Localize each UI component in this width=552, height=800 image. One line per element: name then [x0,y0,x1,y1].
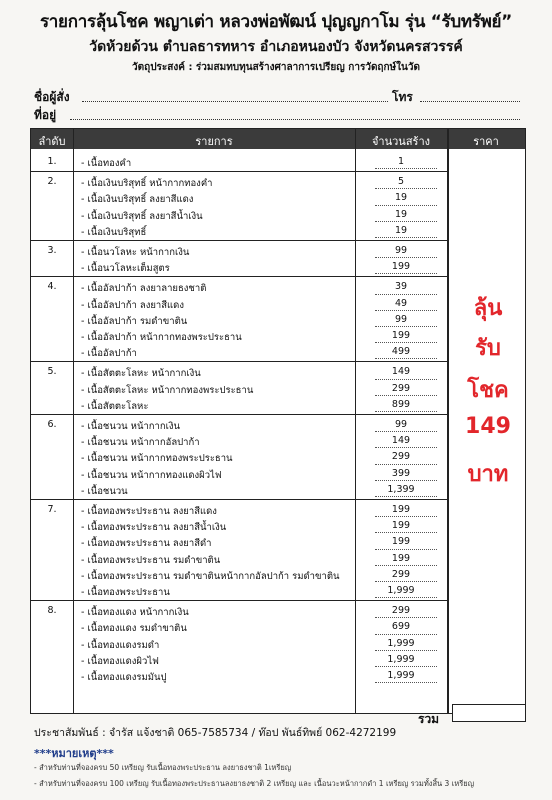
item-name: - เนื้อเงินบริสุทธิ์ หน้ากากทองคำ [81,178,213,190]
address-label: ที่อยู่ [34,108,57,122]
item-qty: 199 [391,536,411,548]
item-qty: 299 [391,568,411,580]
qty-underline [375,666,437,667]
purpose-line: วัตถุประสงค์ : ร่วมสมทบทุนสร้างศาลาการเปรียญ การวัดฤกษ์ในวัด [132,62,420,73]
item-qty: 199 [391,261,411,273]
group-divider [31,361,447,362]
qty-underline [375,447,437,448]
qty-underline [375,634,437,635]
contact-line: ประชาสัมพันธ์ : จำรัส แจ้งชาติ 065-7585734 / ท๊อป พันธ์ทิพย์ 062-4272199 [34,727,397,739]
item-qty: 1,999 [387,637,415,649]
phone-field[interactable] [420,101,520,102]
item-qty: 299 [391,451,411,463]
group-divider [31,240,447,241]
item-name: - เนื้อสัตตะโลหะ [81,400,149,412]
qty-underline [375,411,437,412]
item-qty: 19 [394,192,408,204]
group-divider [31,414,447,415]
item-name: - เนื้อทองแดงรมดำ [81,639,160,651]
item-qty: 1 [397,156,405,167]
qty-underline [375,617,437,618]
qty-underline [375,237,437,238]
item-qty: 399 [391,467,411,479]
item-name: - เนื้อทองพระประธาน รมดำขาติน [81,554,221,566]
header-item: รายการ [195,135,233,148]
item-qty: 299 [391,605,411,617]
item-name: - เนื้อทองพระประธาน ลงยาสีน้ำเงิน [81,522,227,534]
item-name: - เนื้อทองพระประธาน ลงยาสีแดง [81,506,217,517]
qty-underline [375,358,437,359]
item-name: - เนื้อเงินบริสุทธิ์ ลงยาสีแดง [81,194,194,206]
qty-underline [375,682,437,683]
group-number: 1. [47,156,57,167]
promo-line: รับ [475,336,501,361]
item-qty: 19 [394,224,408,236]
header-no: ลำดับ [38,135,66,148]
item-qty: 499 [391,346,411,358]
item-name: - เนื้อทองพระประธาน [81,587,170,598]
qty-underline [375,581,437,582]
item-name: - เนื้อทองคำ [81,158,132,169]
promo-line: 149 [465,414,511,439]
group-number: 6. [47,419,57,430]
item-qty: 5 [397,176,405,188]
group-divider [31,600,447,601]
qty-underline [375,221,437,222]
item-name: - เนื้อทองพระประธาน รมดำขาตินหน้ากากอัลปาก้า รมดำขาติน [81,570,340,582]
qty-underline [375,326,437,327]
qty-underline [375,310,437,311]
promo-line: โชค [467,378,509,403]
qty-underline [375,650,437,651]
qty-underline [375,188,437,189]
group-number: 8. [47,605,57,617]
qty-underline [375,294,437,295]
promo-line: บาท [467,462,509,487]
group-number: 5. [47,366,57,378]
item-name: - เนื้อชนวน [81,485,128,497]
notes-title: ***หมายเหตุ*** [34,747,114,760]
qty-underline [375,273,437,274]
item-name: - เนื้อเงินบริสุทธิ์ ลงยาสีน้ำเงิน [81,210,203,222]
group-number: 7. [47,504,57,515]
group-divider [31,171,447,172]
item-name: - เนื้อทองแดงรมมันปู [81,672,167,683]
doc-title: รายการลุ้นโชค พญาเต่า หลวงพ่อพัฒน์ ปุญญกาโม รุ่น “รับทรัพย์” [39,12,513,32]
total-field[interactable] [452,704,526,722]
item-name: - เนื้ออัลปาก้า [81,348,137,360]
item-name: - เนื้อชนวน หน้ากากอัลปาก้า [81,437,200,449]
qty-underline [375,379,437,380]
table-header [31,129,525,149]
item-qty: 699 [391,621,411,633]
item-name: - เนื้ออัลปาก้า ลงยาสีแดง [81,299,184,311]
qty-underline [375,597,437,598]
item-name: - เนื้อทองแดง รมดำขาติน [81,623,187,635]
item-name: - เนื้ออัลปาก้า รมดำขาติน [81,315,188,327]
total-label: รวม [418,712,440,726]
item-qty: 99 [394,313,408,325]
qty-underline [375,464,437,465]
name-field[interactable] [82,101,388,102]
item-name: - เนื้อสัตตะโลหะ หน้ากากทองพระประธาน [81,384,254,396]
item-qty: 1,999 [387,653,415,665]
note-line: - สำหรับท่านที่จองครบ 100 เหรียญ รับเนื้อทองพระประธานลงยาธงชาติ 2 เหรียญ และ เนื้อนวะหน้ากากดำ 1 เหรียญ รวมทั้งสิ้น 3 เหรียญ [34,779,475,788]
item-qty: 1,999 [387,585,415,596]
qty-underline [375,257,437,258]
qty-underline [375,205,437,206]
group-divider [31,276,447,277]
item-name: - เนื้อนวโลหะ หน้ากากเงิน [81,247,190,258]
note-line: - สำหรับท่านที่จองครบ 50 เหรียญ รับเนื้อทองพระประธาน ลงยาธงชาติ 1เหรียญ [34,763,292,772]
item-qty: 99 [394,245,408,256]
col-divider [447,129,449,713]
group-divider [31,499,447,500]
qty-underline [375,342,437,343]
item-name: - เนื้อทองแดงผิวไฟ [81,655,159,667]
item-name: - เนื้อนวโลหะเต็มสูตร [81,263,170,275]
item-name: - เนื้อชนวน หน้ากากเงิน [81,421,180,432]
item-qty: 49 [394,297,408,309]
group-number: 3. [47,245,57,256]
header-qty: จำนวนสร้าง [371,135,430,148]
item-qty: 899 [391,398,411,410]
item-qty: 149 [391,435,411,447]
item-qty: 1,999 [387,670,415,681]
item-name: - เนื้อทองแดง หน้ากากเงิน [81,607,189,619]
address-field[interactable] [70,119,520,120]
qty-underline [375,532,437,533]
item-qty: 39 [394,281,408,293]
qty-underline [375,431,437,432]
item-qty: 99 [394,419,408,430]
item-qty: 199 [391,330,411,341]
qty-underline [375,168,437,169]
name-label: ชื่อผู้สั่ง [34,90,70,104]
item-name: - เนื้อทองพระประธาน ลงยาสีดำ [81,538,212,550]
item-qty: 1,399 [387,483,415,495]
item-qty: 299 [391,382,411,394]
item-name: - เนื้อชนวน หน้ากากทองพระประธาน [81,453,233,465]
item-name: - เนื้ออัลปาก้า หน้ากากทองพระประธาน [81,332,242,343]
item-qty: 199 [391,552,411,564]
item-qty: 149 [391,366,411,378]
qty-underline [375,480,437,481]
item-qty: 199 [391,520,411,532]
temple-address: วัดห้วยด้วน ตำบลธารทหาร อำเภอหนองบัว จังหวัดนครสวรรค์ [89,39,463,55]
header-price: ราคา [473,135,499,148]
qty-underline [375,516,437,517]
promo-line: ลุ้น [473,296,503,321]
item-qty: 199 [391,504,411,515]
qty-underline [375,565,437,566]
qty-underline [375,549,437,550]
qty-underline [375,496,437,497]
item-name: - เนื้ออัลปาก้า ลงยาลายธงชาติ [81,283,207,295]
item-name: - เนื้อสัตตะโลหะ หน้ากากเงิน [81,368,201,380]
col-divider [73,129,74,713]
phone-label: โทร [392,90,413,104]
item-name: - เนื้อเงินบริสุทธิ์ [81,226,147,238]
qty-underline [375,395,437,396]
item-name: - เนื้อชนวน หน้ากากทองแดงผิวไฟ [81,469,222,481]
group-number: 4. [47,281,57,293]
group-number: 2. [47,176,57,188]
item-qty: 19 [394,208,408,220]
